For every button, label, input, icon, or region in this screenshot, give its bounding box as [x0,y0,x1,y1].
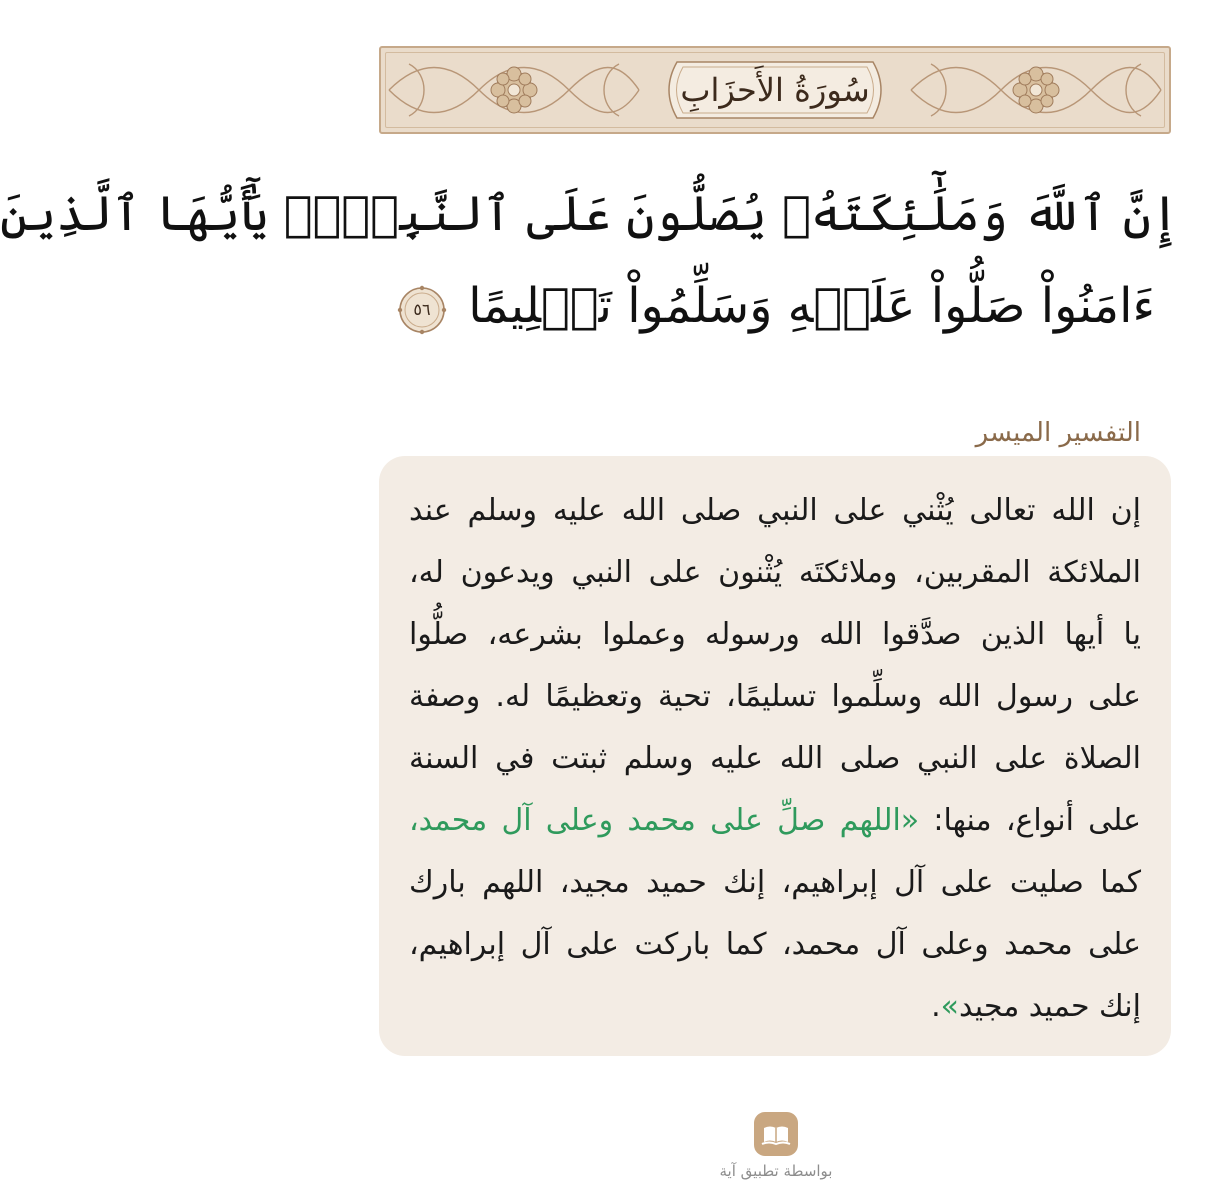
tafsir-line: الصلاة على النبي صلى الله عليه وسلم ثبتت في السنة [409,741,1141,776]
ayah-text [0,168,1179,352]
tafsir-text: على أنواع، منها: [919,803,1141,838]
tafsir-line [409,976,1141,1038]
tafsir-line: كما صليت على آل إبراهيم، إنك حميد مجيد، اللهم بارك [409,865,1141,900]
ayah-line [373,260,1179,352]
surah-title: سُورَةُ الأَحزَابِ [680,71,870,109]
tafsir-text: إنك حميد مجيد [959,989,1141,1024]
tafsir-line: إن الله تعالى يُثْني على النبي صلى الله عليه وسلم عند [409,493,1141,528]
tafsir-line: يا أيها الذين صدَّقوا الله ورسوله وعملوا بشرعه، صلُّوا [409,617,1141,652]
ayah-line-text: ءَامَنُواْ صَلُّواْ عَلَيۡهِ وَسَلِّمُواْ تَسۡلِيمًا [468,278,1156,334]
tafsir-period: . [931,989,941,1024]
tafsir-line: الملائكة المقربين، وملائكتَه يُثْنون على النبي ويدعون له، [409,555,1141,590]
tafsir-line [409,790,1141,852]
surah-banner [379,46,1171,134]
tafsir-line: على محمد وعلى آل محمد، كما باركت على آل إبراهيم، [409,927,1141,962]
footer-attribution: بواسطة تطبيق آية [719,1162,833,1180]
hadith-quote-end: » [940,989,960,1024]
tafsir-heading: التفسير الميسر [975,418,1141,448]
banner-ornament-left [389,54,639,126]
banner-ornament-right [911,54,1161,126]
ayah-line: إِنَّ ٱللَّهَ وَمَلَٰٓئِكَتَهُۥ يُصَلُّونَ عَلَى ٱلنَّبِيِّۚ يَٰٓأَيُّهَا ٱلَّذِينَ [0,186,1179,242]
quran-book-icon[interactable] [754,1112,798,1156]
tafsir-card [379,456,1171,1056]
hadith-quote-start: «اللهم صلِّ على محمد وعلى آل محمد، [409,803,920,838]
ayah-number: ٥٦ [413,299,431,319]
tafsir-line: على رسول الله وسلِّموا تسليمًا، تحية وتعظيمًا له. وصفة [409,679,1141,714]
ayah-end-marker-icon [397,285,447,335]
